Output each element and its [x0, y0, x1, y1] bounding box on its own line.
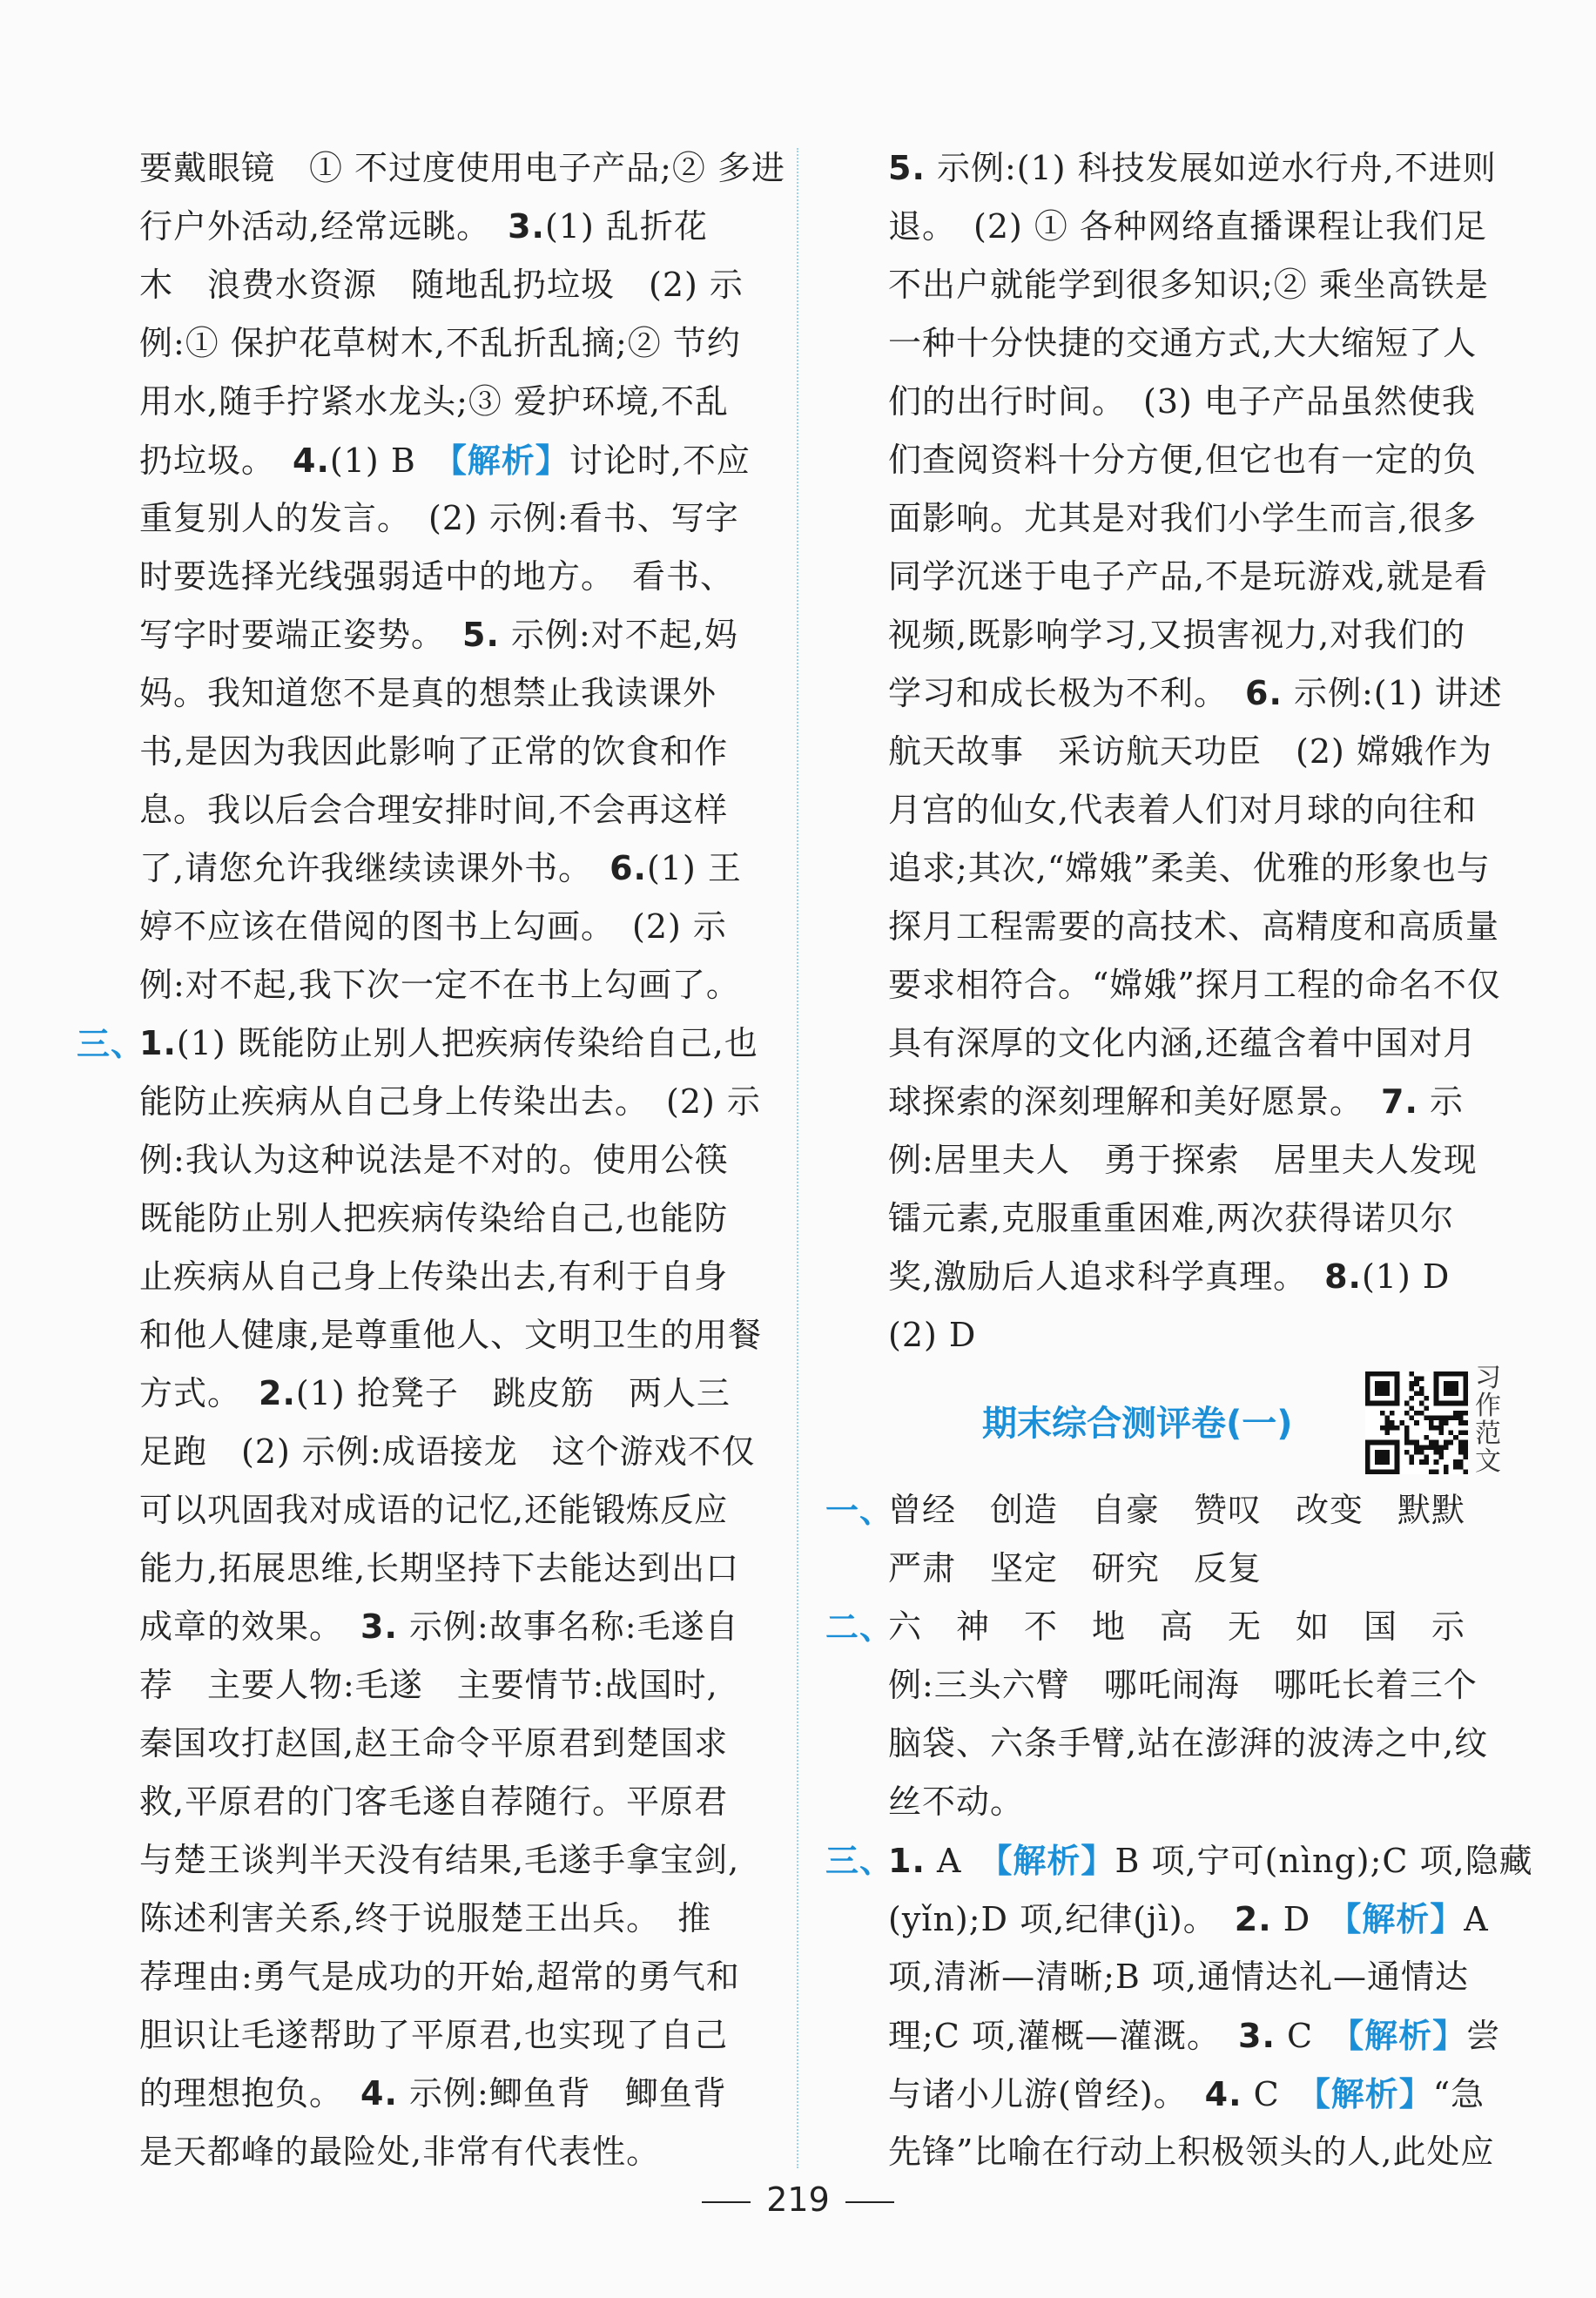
- qr-code-label: 习作范文: [1475, 1363, 1501, 1477]
- text-line: [825, 839, 1513, 898]
- text-run: 们的出行时间。 (3) 电子产品虽然使我: [888, 382, 1476, 421]
- text-line: [77, 1715, 764, 1773]
- question-number: 1.: [139, 1024, 177, 1062]
- text-line: [77, 1598, 764, 1656]
- text-run: 示例:鲫鱼背 鲫鱼背: [397, 2074, 727, 2113]
- text-line: [825, 956, 1513, 1014]
- text-run: 与诸小儿游(曾经)。: [888, 2075, 1205, 2113]
- text-run: 示例:对不起,妈: [499, 616, 738, 654]
- text-run: 了,请您允许我继续读课外书。: [139, 849, 610, 887]
- text-line: [825, 256, 1513, 314]
- text-line: [825, 781, 1513, 839]
- text-run: 讨论时,不应: [569, 441, 751, 480]
- text-line: [77, 1948, 764, 2006]
- text-line: [77, 1540, 764, 1598]
- text-line: [825, 1306, 1513, 1365]
- text-run: 六 神 不 地 高 无 如 国 示: [888, 1607, 1466, 1646]
- text-run: 书,是因为我因此影响了正常的饮食和作: [139, 732, 729, 771]
- text-line: [825, 2065, 1513, 2123]
- text-run: (2) D: [888, 1316, 977, 1354]
- text-line: [825, 898, 1513, 956]
- text-run: 示例:(1) 科技发展如逆水行舟,不进则: [925, 149, 1497, 187]
- text-line: [825, 1131, 1513, 1189]
- text-run: 婷不应该在借阅的图书上勾画。 (2) 示: [139, 907, 727, 946]
- right-column: [825, 139, 1533, 2181]
- text-run: 脑袋、六条手臂,站在澎湃的波涛之中,纹: [888, 1724, 1489, 1762]
- text-line: [77, 1365, 764, 1423]
- exam-answers: [825, 1481, 1533, 2181]
- question-number: 5.: [462, 616, 500, 654]
- text-line: [825, 1831, 1533, 1890]
- text-run: 示例:(1) 讲述: [1282, 674, 1503, 712]
- text-run: (1) 抢凳子 跳皮筋 两人三: [295, 1374, 731, 1412]
- text-run: 镭元素,克服重重困难,两次获得诺贝尔: [888, 1199, 1455, 1237]
- text-run: 胆识让毛遂帮助了平原君,也实现了自己: [139, 2016, 729, 2054]
- qr-code-icon[interactable]: [1365, 1371, 1468, 1474]
- text-run: 尝: [1466, 2017, 1501, 2055]
- question-number: 3.: [508, 207, 545, 246]
- text-run: 足跑 (2) 示例:成语接龙 这个游戏不仅: [139, 1432, 756, 1471]
- text-run: 球探索的深刻理解和美好愿景。: [888, 1082, 1382, 1121]
- text-line: [77, 1131, 764, 1189]
- section-marker: 一、: [825, 1491, 894, 1530]
- question-number: 1.: [888, 1842, 926, 1880]
- text-line: [825, 1715, 1513, 1773]
- text-run: 妈。我知道您不是真的想禁止我读课外: [139, 674, 717, 712]
- text-line: [77, 1306, 764, 1365]
- text-run: 先锋”比喻在行动上积极领头的人,此处应: [888, 2133, 1495, 2171]
- text-run: 丝不动。: [888, 1782, 1025, 1821]
- text-run: 用水,随手拧紧水龙头;③ 爱护环境,不乱: [139, 382, 730, 421]
- text-run: 示例:故事名称:毛遂自: [397, 1607, 739, 1646]
- text-run: 航天故事 采访航天功臣 (2) 嫦娥作为: [888, 732, 1492, 771]
- text-run: A: [1464, 1900, 1489, 1938]
- text-line: [77, 548, 764, 606]
- text-line: [825, 1540, 1513, 1598]
- text-line: [825, 373, 1513, 431]
- text-run: D: [1271, 1900, 1345, 1938]
- text-run: C: [1275, 2017, 1348, 2055]
- text-line: [825, 1189, 1513, 1248]
- text-run: 例:我认为这种说法是不对的。使用公筷: [139, 1141, 729, 1179]
- text-run: 既能防止别人把疾病传染给自己,也能防: [139, 1199, 729, 1237]
- text-run: 月宫的仙女,代表着人们对月球的向往和: [888, 791, 1478, 829]
- text-line: [77, 2123, 764, 2181]
- text-run: 救,平原君的门客毛遂自荐随行。平原君: [139, 1782, 729, 1821]
- footer-dash-right: [845, 2201, 894, 2203]
- text-run: 荐 主要人物:毛遂 主要情节:战国时,: [139, 1666, 718, 1704]
- text-run: 例:三头六臂 哪吒闹海 哪吒长着三个: [888, 1666, 1478, 1704]
- text-run: 要求相符合。“嫦娥”探月工程的命名不仅: [888, 966, 1501, 1004]
- question-number: 4.: [1204, 2075, 1242, 2113]
- text-line: [825, 431, 1513, 489]
- text-line: [77, 781, 764, 839]
- text-line: [77, 2065, 764, 2123]
- analysis-tag: 【解析】: [1344, 1899, 1465, 1938]
- text-line: [77, 723, 764, 781]
- text-line: [77, 1073, 764, 1131]
- text-run: 行户外活动,经常远眺。: [139, 207, 508, 246]
- question-number: 6.: [609, 849, 647, 887]
- text-run: 曾经 创造 自豪 赞叹 改变 默默: [888, 1491, 1466, 1529]
- text-run: 能防止疾病从自己身上传染出去。 (2) 示: [139, 1082, 761, 1121]
- question-number: 4.: [293, 441, 330, 480]
- section-marker: 二、: [825, 1607, 894, 1647]
- text-run: (1) 乱折花: [544, 207, 708, 246]
- text-line: [77, 489, 764, 548]
- text-run: 木 浪费水资源 随地乱扔垃圾 (2) 示: [139, 266, 744, 304]
- text-run: A: [925, 1842, 996, 1880]
- text-run: 方式。: [139, 1374, 259, 1412]
- text-line: [825, 606, 1513, 664]
- question-number: 3.: [360, 1607, 398, 1646]
- text-line: [77, 1890, 764, 1948]
- text-line: [77, 1481, 764, 1540]
- text-line: [77, 606, 764, 664]
- text-run: 理;C 项,灌概—灌溉。: [888, 2017, 1239, 2055]
- text-line: [825, 489, 1513, 548]
- text-line: [825, 548, 1513, 606]
- question-number: 7.: [1381, 1082, 1418, 1121]
- text-run: 时要选择光线强弱适中的地方。 看书、: [139, 557, 735, 596]
- text-run: 例:对不起,我下次一定不在书上勾画了。: [139, 966, 740, 1004]
- section-header: [825, 1365, 1513, 1481]
- analysis-tag: 【解析】: [995, 1841, 1115, 1880]
- question-number: 5.: [888, 149, 926, 187]
- text-line: [825, 664, 1513, 723]
- text-run: 与楚王谈判半天没有结果,毛遂手拿宝剑,: [139, 1841, 740, 1879]
- text-run: B 项,宁可(nìng);C 项,隐藏: [1115, 1842, 1533, 1880]
- text-run: 写字时要端正姿势。: [139, 616, 463, 654]
- text-run: (1) B: [329, 441, 450, 480]
- text-line: [825, 2123, 1513, 2181]
- text-run: 例:① 保护花草树木,不乱折乱摘;② 节约: [139, 324, 741, 362]
- text-run: 例:居里夫人 勇于探索 居里夫人发现: [888, 1141, 1478, 1179]
- text-run: 陈述利害关系,终于说服楚王出兵。 推: [139, 1899, 712, 1937]
- analysis-tag: 【解析】: [1313, 2074, 1433, 2113]
- text-line: [77, 839, 764, 898]
- text-run: 秦国攻打赵国,赵王命令平原君到楚国求: [139, 1724, 729, 1762]
- text-run: 的理想抱负。: [139, 2074, 361, 2113]
- text-run: 和他人健康,是尊重他人、文明卫生的用餐: [139, 1316, 763, 1354]
- text-run: 视频,既影响学习,又损害视力,对我们的: [888, 616, 1466, 654]
- analysis-tag: 【解析】: [1347, 2016, 1467, 2055]
- text-run: (1) 既能防止别人把疾病传染给自己,也: [176, 1024, 758, 1062]
- text-run: (1) D: [1361, 1257, 1451, 1296]
- text-line: [77, 2006, 764, 2065]
- text-line: [825, 1773, 1513, 1831]
- question-number: 4.: [360, 2074, 398, 2113]
- analysis-tag: 【解析】: [449, 441, 569, 480]
- text-line: [77, 1423, 764, 1481]
- text-run: (yǐn);D 项,纪律(jì)。: [888, 1900, 1235, 1938]
- text-line: [825, 1248, 1513, 1306]
- column-divider: [797, 148, 798, 2168]
- text-run: 退。 (2) ① 各种网络直播课程让我们足: [888, 207, 1487, 246]
- text-line: [825, 1073, 1513, 1131]
- text-line: [77, 139, 785, 198]
- text-run: 们查阅资料十分方便,但它也有一定的负: [888, 441, 1478, 479]
- text-line: [77, 1656, 764, 1715]
- text-run: 能力,拓展思维,长期坚持下去能达到出口: [139, 1549, 740, 1587]
- text-line: [77, 664, 764, 723]
- text-line: [77, 956, 764, 1014]
- text-run: 息。我以后会合理安排时间,不会再这样: [139, 791, 729, 829]
- text-line: [825, 1656, 1513, 1715]
- text-run: 扔垃圾。: [139, 441, 293, 480]
- left-column: [77, 139, 785, 2181]
- text-run: 不出户就能学到很多知识;② 乘坐高铁是: [888, 266, 1489, 304]
- text-run: (1) 王: [646, 849, 742, 887]
- question-number: 6.: [1245, 674, 1283, 712]
- footer-dash-left: [702, 2201, 751, 2203]
- text-line: [825, 723, 1513, 781]
- text-line: [825, 314, 1513, 373]
- text-line: [825, 198, 1513, 256]
- text-run: C: [1242, 2075, 1314, 2113]
- text-line: [825, 1481, 1513, 1540]
- text-run: 是天都峰的最险处,非常有代表性。: [139, 2133, 661, 2171]
- text-run: 要戴眼镜 ① 不过度使用电子产品;② 多进: [139, 149, 785, 187]
- text-line: [825, 1948, 1513, 2006]
- text-line: [77, 1014, 764, 1073]
- text-line: [77, 1248, 764, 1306]
- text-run: 严肃 坚定 研究 反复: [888, 1549, 1263, 1587]
- page-number: 219: [766, 2180, 830, 2219]
- text-line: [77, 198, 764, 256]
- text-line: [77, 898, 764, 956]
- question-number: 3.: [1238, 2017, 1276, 2055]
- question-number: 2.: [259, 1374, 296, 1412]
- text-run: 重复别人的发言。 (2) 示例:看书、写字: [139, 499, 739, 537]
- text-line: [825, 1890, 1513, 1948]
- page-number-footer: [0, 2180, 1596, 2219]
- text-run: 探月工程需要的高技术、高精度和高质量: [888, 907, 1500, 946]
- text-line: [77, 373, 764, 431]
- section-marker: 三、: [825, 1841, 894, 1880]
- question-number: 8.: [1324, 1257, 1362, 1296]
- text-line: [77, 431, 764, 489]
- text-run: 同学沉迷于电子产品,不是玩游戏,就是看: [888, 557, 1489, 596]
- text-line: [77, 1831, 764, 1890]
- text-run: 追求;其次,“嫦娥”柔美、优雅的形象也与: [888, 849, 1491, 887]
- right-column-continued-answers: [825, 139, 1513, 1365]
- question-number: 2.: [1234, 1900, 1272, 1938]
- text-line: [77, 1189, 764, 1248]
- text-line: [77, 314, 764, 373]
- text-run: 一种十分快捷的交通方式,大大缩短了人: [888, 324, 1478, 362]
- text-line: [825, 139, 1513, 198]
- text-line: [77, 1773, 764, 1831]
- text-run: 奖,激励后人追求科学真理。: [888, 1257, 1325, 1296]
- text-line: [77, 256, 764, 314]
- section-title: 期末综合测评卷(一): [982, 1404, 1293, 1444]
- text-run: 可以巩固我对成语的记忆,还能锻炼反应: [139, 1491, 729, 1529]
- text-run: 具有深厚的文化内涵,还蕴含着中国对月: [888, 1024, 1478, 1062]
- text-run: 示: [1418, 1082, 1464, 1121]
- text-run: 成章的效果。: [139, 1607, 361, 1646]
- text-line: [825, 1014, 1513, 1073]
- text-run: “急: [1432, 2075, 1485, 2113]
- text-run: 荐理由:勇气是成功的开始,超常的勇气和: [139, 1958, 740, 1996]
- text-line: [825, 2006, 1513, 2065]
- section-marker: 三、: [77, 1024, 145, 1063]
- text-run: 面影响。尤其是对我们小学生而言,很多: [888, 499, 1478, 537]
- text-line: [825, 1598, 1513, 1656]
- text-run: 项,清淅—清晰;B 项,通情达礼—通情达: [888, 1958, 1469, 1996]
- text-run: 学习和成长极为不利。: [888, 674, 1246, 712]
- text-run: 止疾病从自己身上传染出去,有利于自身: [139, 1257, 729, 1296]
